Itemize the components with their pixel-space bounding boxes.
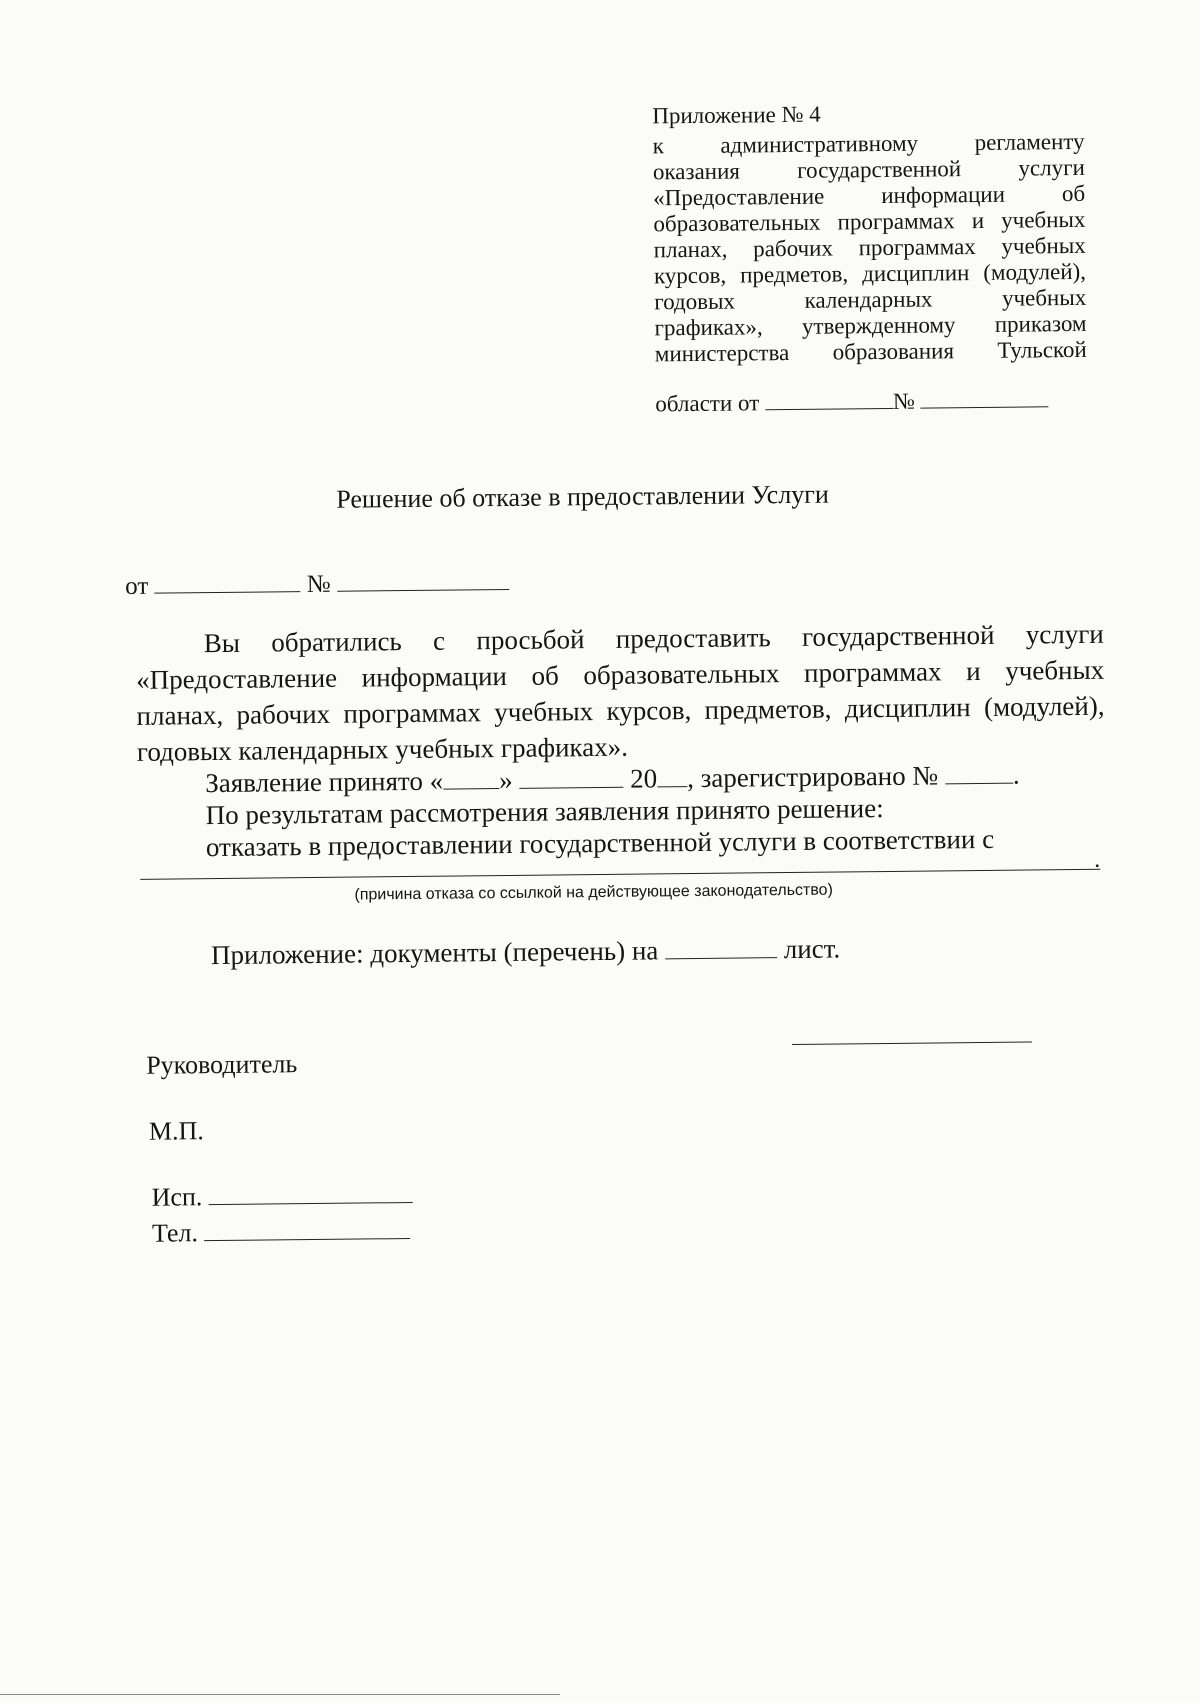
phone-blank [204,1237,410,1241]
appendix-line: планах, рабочих программах учебных [653,232,1086,263]
appendix-last-line [655,387,1049,417]
date-blank [155,590,301,594]
received-year-blank [657,785,687,787]
attachment-sheets-blank [665,956,777,959]
appendix-line: годовых календарных учебных [654,284,1087,315]
body-line-1: Вы обратились с просьбой предоставить государственной услуги [203,618,1104,659]
executor-blank [209,1201,413,1205]
number-sign: № [306,570,331,599]
appendix-line: графиках», утвержденному приказом [654,310,1087,341]
executor-line [151,1180,413,1213]
executor-label: Исп. [151,1182,203,1212]
phone-line [152,1216,411,1249]
appendix-line: оказания государственной услуги [652,154,1086,185]
document-title: Решение об отказе в предоставлении Услуги [336,479,829,514]
reason-caption: (причина отказа со ссылкой на действующее законодательство) [354,881,833,904]
appendix-number-blank [921,405,1049,408]
received-number-blank [945,782,1013,785]
received-year: 20 [629,763,658,794]
head-signature-label: Руководитель [146,1049,298,1080]
appendix-date-label: области от [655,390,760,417]
body-line-4: годовых календарных учебных графиках». [136,731,629,767]
received-end: . [1012,759,1020,790]
body-line-2: «Предоставление информации об образовательных программах и учебных [136,654,1105,695]
appendix-date-blank [765,407,893,410]
result-line: По результатам рассмотрения заявления принято решение: [205,793,884,831]
attachment-prefix: Приложение: документы (перечень) на [210,935,659,971]
received-prefix: Заявление принято « [205,765,444,799]
reason-end: . [1093,846,1101,873]
attachment-line [211,933,840,971]
received-quote-close: » [498,764,513,796]
appendix-num-sign: № [892,388,916,414]
head-signature-blank [792,1041,1032,1045]
body-line-3: планах, рабочих программах учебных курсов, предметов, дисциплин (модулей), [136,690,1105,731]
phone-label: Тел. [151,1218,199,1248]
refuse-line: отказать в предоставлении государственной услуги в соответствии с [205,823,995,863]
received-day-blank [443,787,499,790]
attachment-suffix: лист. [783,933,841,965]
reason-blank [140,869,1100,880]
received-month-blank [519,786,623,789]
appendix-line: к административному регламенту [652,128,1085,159]
seal-label: М.П. [148,1116,204,1146]
appendix-line: «Предоставление информации об [653,180,1086,211]
date-label: от [125,572,149,600]
received-registered: , зарегистрировано № [686,760,939,794]
appendix-title: Приложение № 4 [652,101,821,129]
scan-edge-line [0,1694,560,1695]
appendix-line: образовательных программах и учебных [653,206,1086,237]
document-number-row [125,569,509,601]
appendix-line: министерства образования Тульской [654,336,1087,367]
number-blank [337,588,509,592]
appendix-line: курсов, предметов, дисциплин (модулей), [653,258,1087,289]
